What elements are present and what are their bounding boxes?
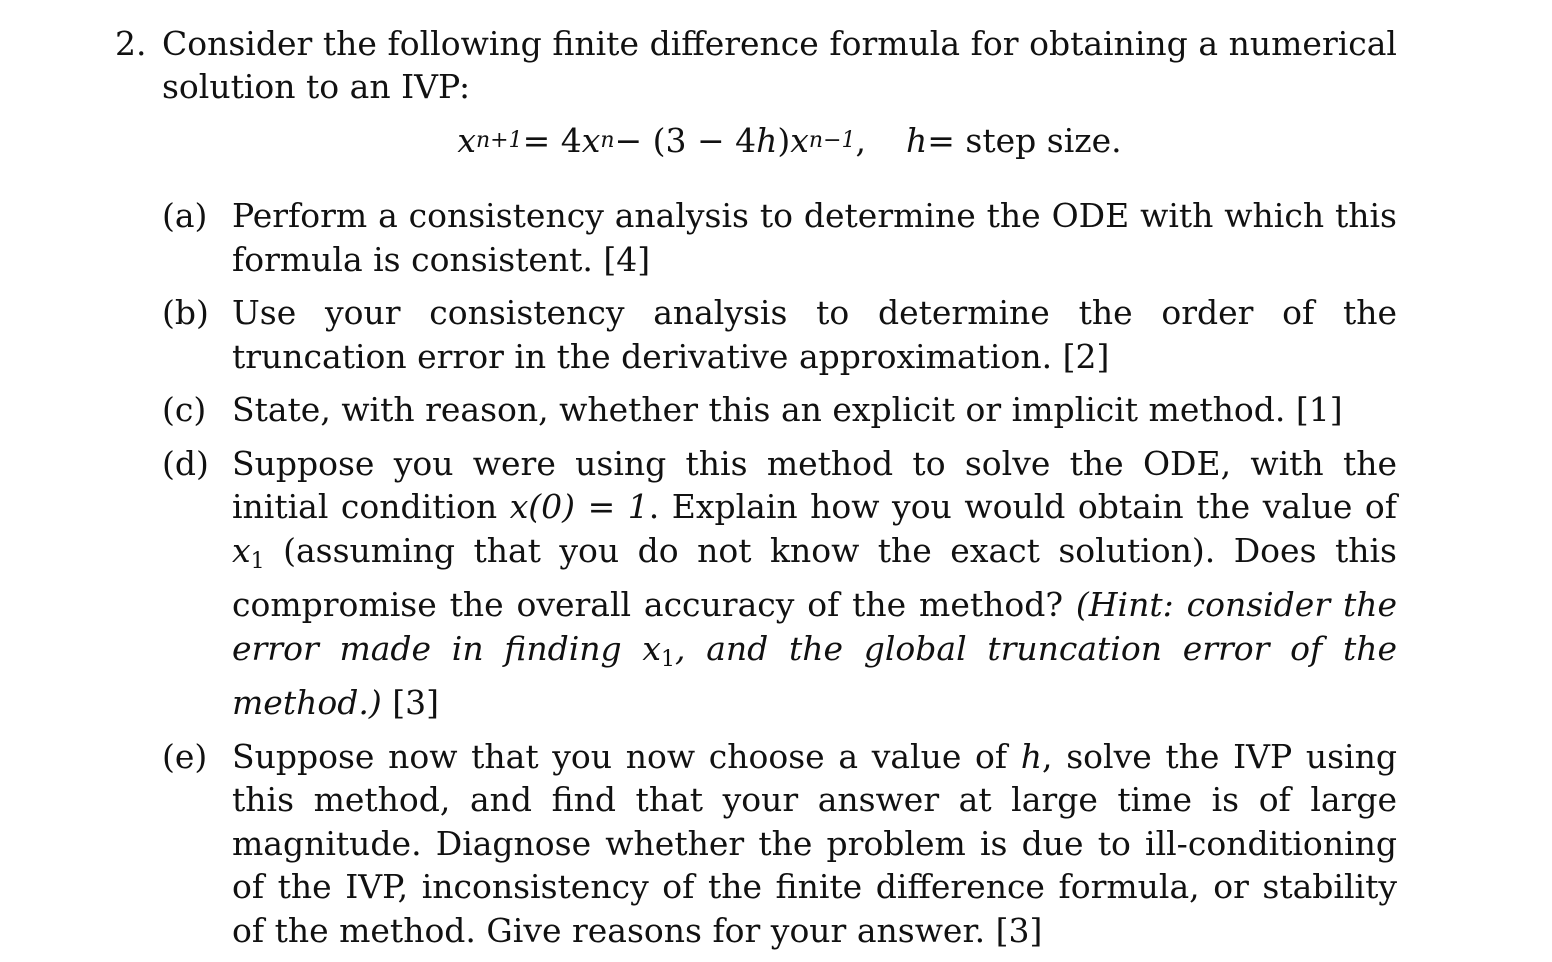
finite-difference-equation [162,110,1397,170]
part-marks: [3] [392,683,439,722]
eq-text: − (3 − 4 [614,120,757,160]
hint-text: (Hint: consider the error made in finding [232,585,1398,668]
part-text: Use your consistency analysis to determine the order of the truncation error in the derivative approximation. [232,293,1397,376]
part-text: Suppose you were using this method to solve the ODE, with the initial condition [232,443,1397,526]
part-marks: [1] [1295,390,1343,429]
part-marks: [3] [995,910,1043,950]
eq-sub: n [600,127,615,153]
eq-x: x [581,120,601,160]
question-parts [162,194,1397,952]
eq-h: h [756,120,778,160]
math-sub: 1 [660,646,675,672]
part-text: . Explain how you would obtain the value of [648,487,1398,526]
part-c [162,388,1397,432]
part-label: (c) [162,390,207,429]
part-text: (assuming that you do not know the exact solution). Does this compromise the overall accuracy of the method? [232,530,1397,624]
eq-x: x [457,120,476,160]
part-label: (b) [162,293,209,332]
part-e [162,735,1397,953]
math-x: x [232,530,251,570]
part-marks: [2] [1062,336,1110,376]
eq-h: h [906,120,928,160]
initial-condition: x(0) = 1 [509,487,649,526]
part-a [162,194,1397,281]
part-text: Suppose now that you now choose a value of [232,736,1021,776]
part-label: (d) [162,443,209,483]
part-label: (a) [162,196,208,235]
part-b [162,291,1397,378]
part-d [162,442,1397,725]
part-text: State, with reason, whether this an explicit or implicit method. [232,390,1286,429]
math-h: h [1020,736,1043,776]
eq-comma: , [855,120,867,160]
math-x: x [642,628,661,668]
eq-text: ) [777,120,791,160]
part-text: , solve the IVP using this method, and find that your answer at large time is of large magnitude. Diagnose whether the problem is due to ill-conditioning of the IVP, inconsistency of the finite difference formula, or stability of the method. Give reasons for your answer. [232,736,1397,950]
math-sub: 1 [250,548,265,574]
question-body [162,22,1397,962]
eq-step-size: = step size. [927,120,1122,160]
eq-text: = 4 [522,120,582,160]
question-number: 2. [115,24,147,63]
eq-x: x [790,120,809,160]
part-marks: [4] [603,239,651,279]
part-label: (e) [162,736,208,776]
part-text: Perform a consistency analysis to determine the ODE with which this formula is consistent. [232,196,1397,279]
eq-sub: n−1 [808,127,856,153]
eq-sub: n+1 [475,127,523,153]
hint-text: , and the global truncation error of the method.) [232,628,1397,722]
question-intro: Consider the following finite difference formula for obtaining a numerical solution to an IVP: [162,24,1397,106]
